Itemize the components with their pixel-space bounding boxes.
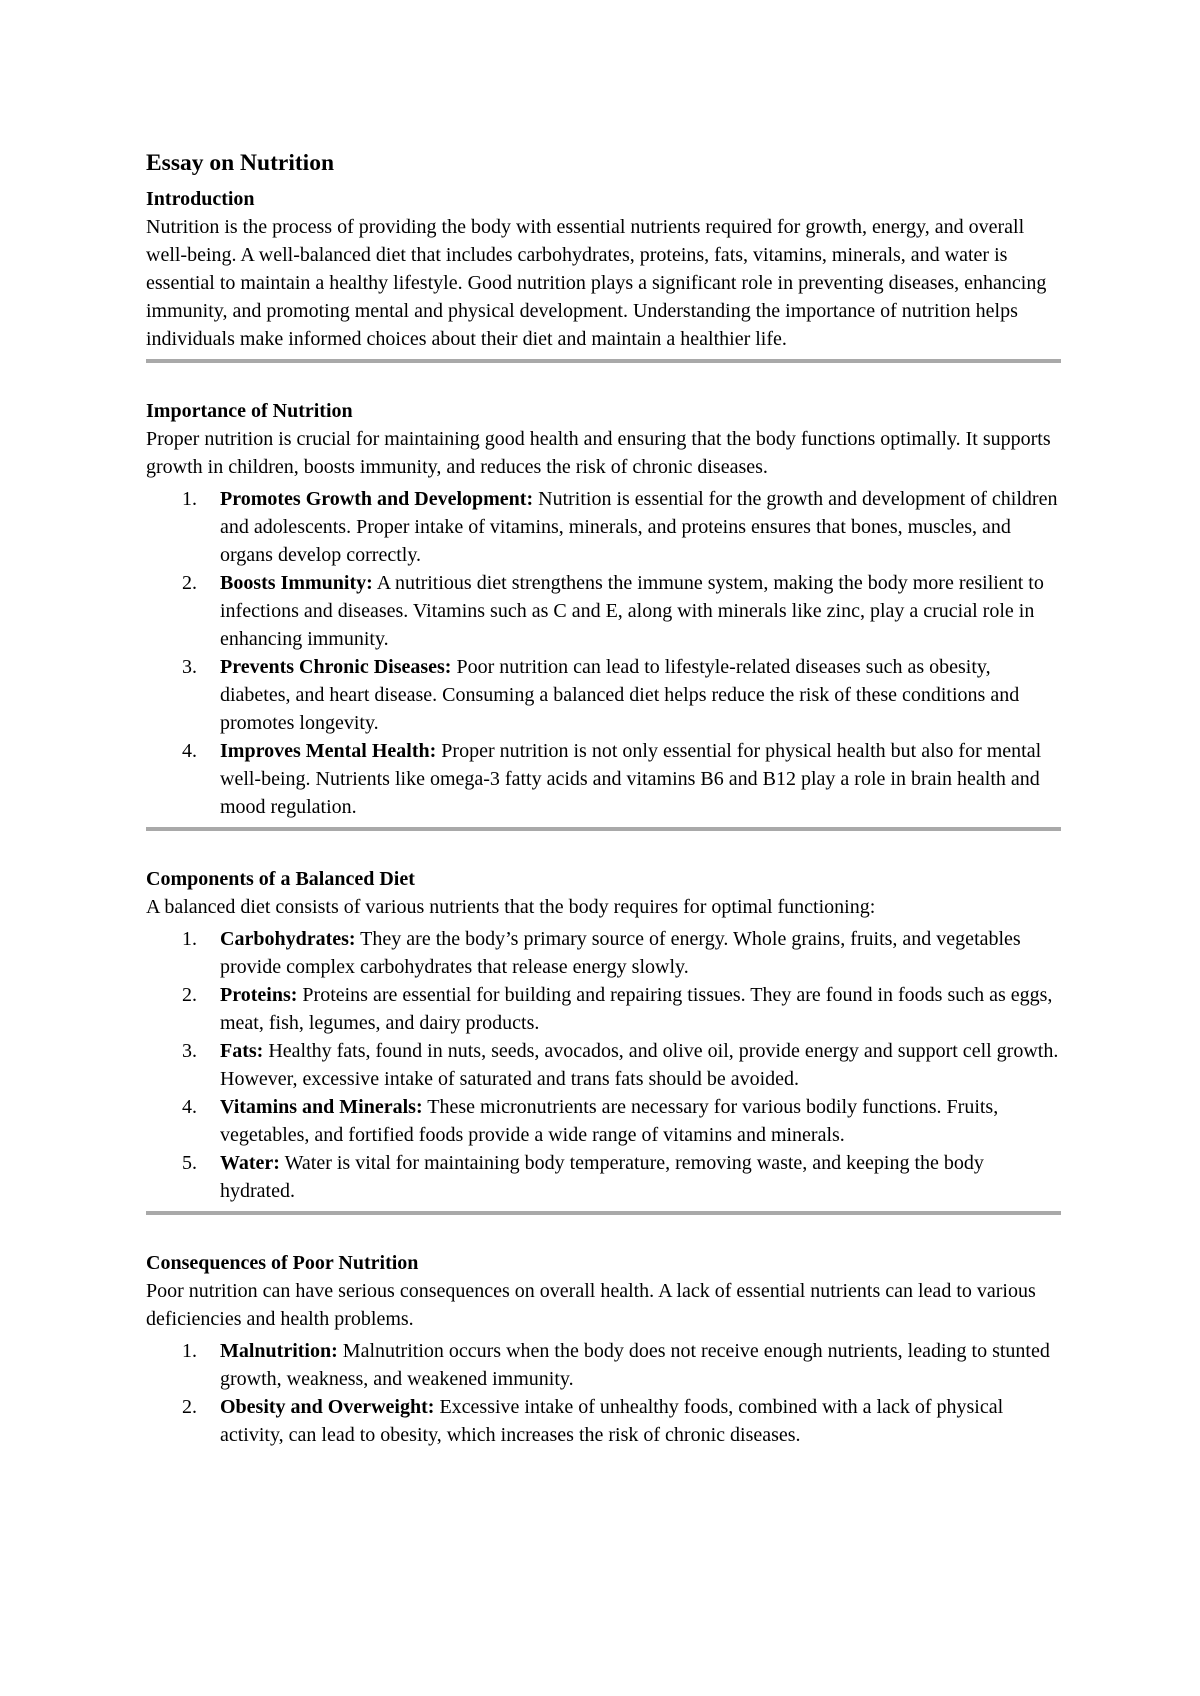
- section-divider: [146, 359, 1061, 363]
- list-number: 3.: [182, 656, 197, 678]
- list-item: [146, 1093, 1061, 1149]
- numbered-list: [146, 925, 1061, 1205]
- list-description: They are the body’s primary source of energy. Whole grains, fruits, and vegetables provide complex carbohydrates that release energy slowly.: [220, 928, 1021, 978]
- list-term: Prevents Chronic Diseases:: [220, 656, 452, 678]
- list-description: A nutritious diet strengthens the immune system, making the body more resilient to infections and diseases. Vitamins such as C and E, along with minerals like zinc, play a crucial role in enhancing immunity.: [220, 572, 1044, 650]
- list-term: Proteins:: [220, 984, 298, 1006]
- list-term: Malnutrition:: [220, 1340, 338, 1362]
- section-consequences: [146, 1249, 1061, 1449]
- list-description: Proper nutrition is not only essential for physical health but also for mental well-being. Nutrients like omega-3 fatty acids and vitamins B6 and B12 play a role in brain health and mood regulation.: [220, 740, 1042, 818]
- list-item: [146, 1037, 1061, 1093]
- list-description: Water is vital for maintaining body temperature, removing waste, and keeping the body hydrated.: [220, 1152, 984, 1202]
- list-item: [146, 1393, 1061, 1449]
- numbered-list: [146, 485, 1061, 821]
- list-term: Carbohydrates:: [220, 928, 356, 950]
- list-number: 4.: [182, 1096, 197, 1118]
- list-item: [146, 925, 1061, 981]
- list-term: Obesity and Overweight:: [220, 1396, 435, 1418]
- list-number: 4.: [182, 740, 197, 762]
- list-item: [146, 569, 1061, 653]
- list-number: 2.: [182, 1396, 197, 1418]
- list-term: Water:: [220, 1152, 280, 1174]
- list-number: 5.: [182, 1152, 197, 1174]
- section-divider: [146, 1211, 1061, 1215]
- list-description: Malnutrition occurs when the body does not receive enough nutrients, leading to stunted growth, weakness, and weakened immunity.: [220, 1340, 1050, 1390]
- section-components: [146, 865, 1061, 1205]
- list-number: 2.: [182, 572, 197, 594]
- section-paragraph: A balanced diet consists of various nutrients that the body requires for optimal functioning:: [146, 896, 876, 918]
- section-introduction: [146, 185, 1061, 353]
- list-term: Vitamins and Minerals:: [220, 1096, 423, 1118]
- section-paragraph: Proper nutrition is crucial for maintaining good health and ensuring that the body functions optimally. It supports growth in children, boosts immunity, and reduces the risk of chronic diseases.: [146, 428, 1051, 478]
- list-item: [146, 1149, 1061, 1205]
- section-paragraph: Nutrition is the process of providing the body with essential nutrients required for growth, energy, and overall well-being. A well-balanced diet that includes carbohydrates, proteins, fats, vitamins, minerals, and water is essential to maintain a healthy lifestyle. Good nutrition plays a significant role in preventing diseases, enhancing immunity, and promoting mental and physical development. Understanding the importance of nutrition helps individuals make informed choices about their diet and maintain a healthier life.: [146, 216, 1047, 350]
- list-number: 3.: [182, 1040, 197, 1062]
- list-term: Boosts Immunity:: [220, 572, 373, 594]
- list-number: 1.: [182, 928, 197, 950]
- list-description: Excessive intake of unhealthy foods, combined with a lack of physical activity, can lead to obesity, which increases the risk of chronic diseases.: [220, 1396, 1004, 1446]
- numbered-list: [146, 1337, 1061, 1449]
- page-title: Essay on Nutrition: [146, 150, 335, 176]
- list-number: 1.: [182, 1340, 197, 1362]
- list-description: Poor nutrition can lead to lifestyle-related diseases such as obesity, diabetes, and heart disease. Consuming a balanced diet helps reduce the risk of these conditions and promotes longevity.: [220, 656, 1020, 734]
- section-importance: [146, 397, 1061, 821]
- list-description: Nutrition is essential for the growth and development of children and adolescents. Proper intake of vitamins, minerals, and proteins ensures that bones, muscles, and organs develop correctly.: [220, 488, 1058, 566]
- list-description: Healthy fats, found in nuts, seeds, avocados, and olive oil, provide energy and support cell growth. However, excessive intake of saturated and trans fats should be avoided.: [220, 1040, 1059, 1090]
- section-divider: [146, 827, 1061, 831]
- section-heading: Components of a Balanced Diet: [146, 868, 415, 890]
- list-item: [146, 1337, 1061, 1393]
- list-description: Proteins are essential for building and repairing tissues. They are found in foods such as eggs, meat, fish, legumes, and dairy products.: [220, 984, 1053, 1034]
- list-item: [146, 981, 1061, 1037]
- list-item: [146, 485, 1061, 569]
- section-heading: Introduction: [146, 188, 255, 210]
- list-description: These micronutrients are necessary for various bodily functions. Fruits, vegetables, and fortified foods provide a wide range of vitamins and minerals.: [220, 1096, 999, 1146]
- list-term: Fats:: [220, 1040, 264, 1062]
- section-heading: Importance of Nutrition: [146, 400, 353, 422]
- document-page: [146, 148, 1061, 1449]
- list-term: Improves Mental Health:: [220, 740, 437, 762]
- section-paragraph: Poor nutrition can have serious consequences on overall health. A lack of essential nutrients can lead to various deficiencies and health problems.: [146, 1280, 1036, 1330]
- list-number: 1.: [182, 488, 197, 510]
- list-number: 2.: [182, 984, 197, 1006]
- list-item: [146, 737, 1061, 821]
- list-term: Promotes Growth and Development:: [220, 488, 534, 510]
- section-heading: Consequences of Poor Nutrition: [146, 1252, 419, 1274]
- list-item: [146, 653, 1061, 737]
